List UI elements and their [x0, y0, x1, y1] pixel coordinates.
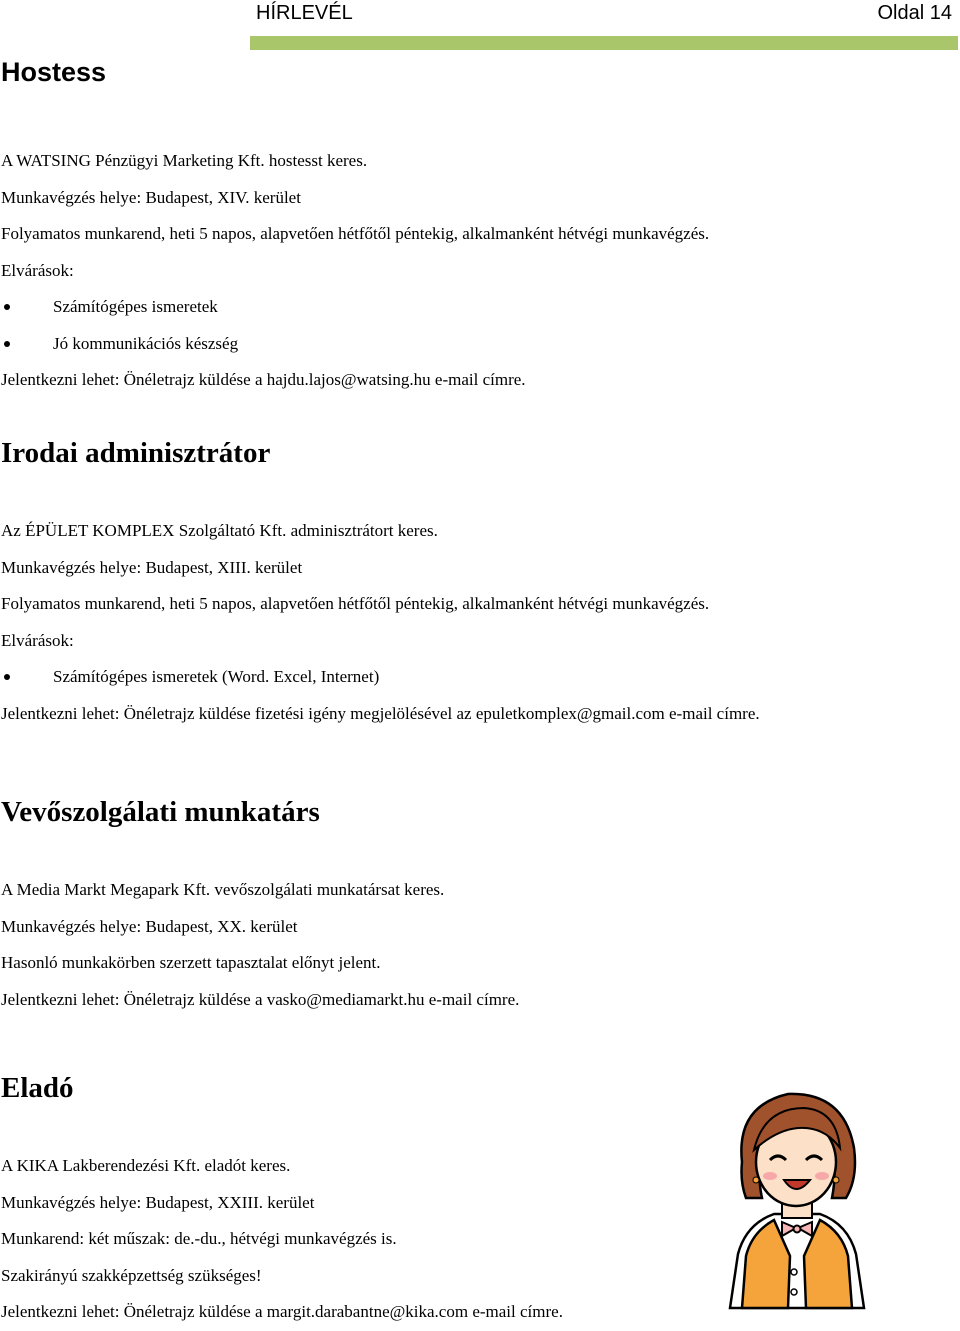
job-title: Vevőszolgálati munkatárs — [1, 796, 320, 828]
saleswoman-illustration — [712, 1086, 882, 1312]
job-apply: Jelentkezni lehet: Önéletrajz küldése a margit.darabantne@kika.com e-mail címre. — [1, 1302, 563, 1321]
job-note: Szakirányú szakképzettség szükséges! — [1, 1265, 262, 1285]
bullet-icon — [4, 341, 10, 347]
job-title: Eladó — [1, 1072, 74, 1104]
requirements-label: Elvárások: — [1, 630, 74, 650]
bullet-icon — [4, 674, 10, 680]
job-section-hostess — [1, 55, 941, 399]
job-company: A KIKA Lakberendezési Kft. eladót keres. — [1, 1156, 291, 1175]
bullet-icon — [4, 304, 10, 310]
job-section-admin — [1, 435, 941, 732]
job-schedule: Folyamatos munkarend, heti 5 napos, alapvetően hétfőtől péntekig, alkalmanként hétvégi munkavégzés. — [1, 594, 710, 613]
job-apply: Jelentkezni lehet: Önéletrajz küldése a hajdu.lajos@watsing.hu e-mail címre. — [1, 370, 526, 389]
job-apply: Jelentkezni lehet: Önéletrajz küldése a vasko@mediamarkt.hu e-mail címre. — [1, 989, 520, 1009]
job-title: Irodai adminisztrátor — [1, 437, 271, 469]
requirement-item: Jó kommunikációs készség — [1, 326, 941, 363]
requirements-label: Elvárások: — [1, 260, 74, 280]
job-section-customer-service — [1, 794, 941, 1018]
job-schedule: Folyamatos munkarend, heti 5 napos, alapvetően hétfőtől péntekig, alkalmanként hétvégi munkavégzés. — [1, 224, 710, 243]
requirement-item: Számítógépes ismeretek — [1, 289, 941, 326]
job-location: Munkavégzés helye: Budapest, XIII. kerület — [1, 557, 303, 577]
job-location: Munkavégzés helye: Budapest, XXIII. kerület — [1, 1192, 315, 1212]
job-title: Hostess — [1, 57, 107, 87]
job-location: Munkavégzés helye: Budapest, XIV. kerület — [1, 187, 301, 207]
page-number: Oldal 14 — [877, 2, 952, 24]
header-accent-bar — [250, 36, 958, 50]
requirement-item: Számítógépes ismeretek (Word. Excel, Internet) — [1, 659, 941, 696]
job-company: A Media Markt Megapark Kft. vevőszolgálati munkatársat keres. — [1, 880, 445, 899]
job-note: Hasonló munkakörben szerzett tapasztalat előnyt jelent. — [1, 953, 381, 972]
newsletter-title: HÍRLEVÉL — [256, 2, 353, 24]
job-company: Az ÉPÜLET KOMPLEX Szolgáltató Kft. adminisztrátort keres. — [1, 521, 438, 540]
job-company: A WATSING Pénzügyi Marketing Kft. hostesst keres. — [1, 151, 368, 170]
job-schedule: Munkarend: két műszak: de.-du., hétvégi munkavégzés is. — [1, 1229, 397, 1248]
job-apply: Jelentkezni lehet: Önéletrajz küldése fizetési igény megjelölésével az epuletkomplex@gmail.com e-mail címre. — [1, 703, 760, 723]
job-location: Munkavégzés helye: Budapest, XX. kerület — [1, 916, 298, 936]
